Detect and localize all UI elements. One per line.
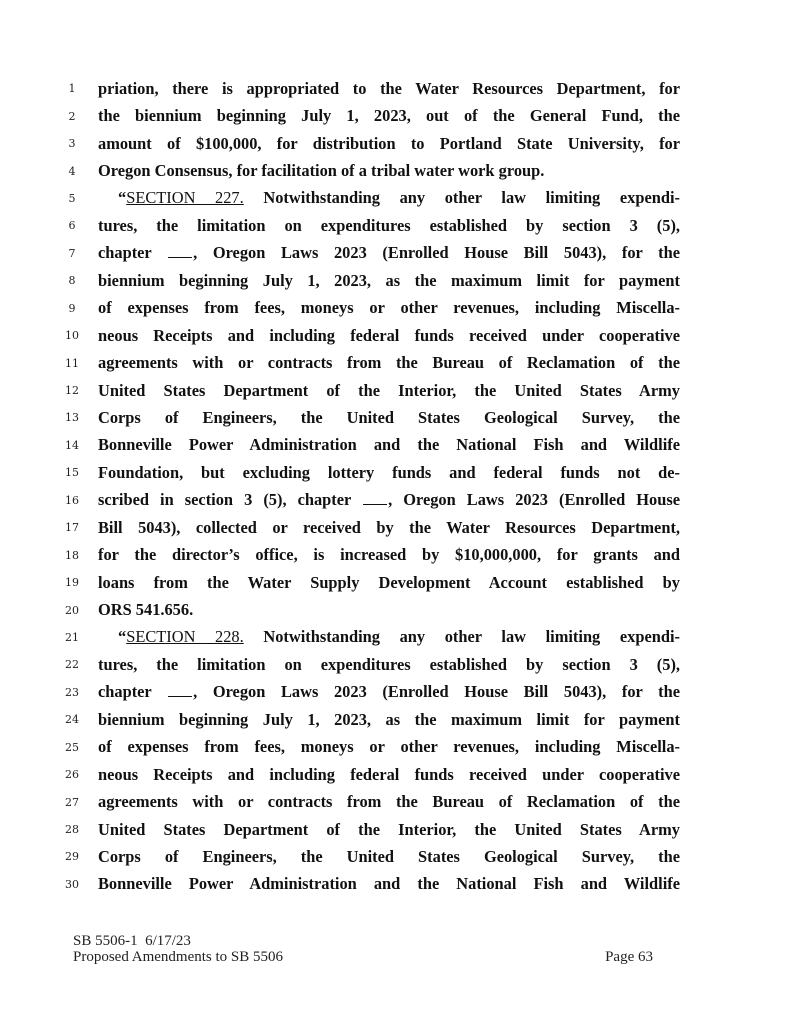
line-text-content: United States Department of the Interior, the United States Army xyxy=(98,380,680,400)
line-text-content: for the director’s office, is increased by $10,000,000, for grants and xyxy=(98,545,680,565)
line-text-content: Notwithstanding any other law limiting expendi- xyxy=(243,627,680,647)
line-text-content: Corps of Engineers, the United States Geological Survey, the xyxy=(98,846,680,866)
line-text-content: priation, there is appropriated to the Water Resources Department, for xyxy=(98,78,680,98)
line-text xyxy=(98,792,680,812)
footer-page-number: Page 63 xyxy=(605,949,653,965)
line-text xyxy=(98,381,680,401)
document-line xyxy=(60,596,680,623)
document-line xyxy=(60,130,680,157)
line-text xyxy=(98,710,680,730)
document-line xyxy=(60,788,680,815)
line-text xyxy=(98,271,680,291)
line-text xyxy=(98,847,680,867)
line-number: 21 xyxy=(65,630,79,644)
document-line xyxy=(60,541,680,568)
line-number: 9 xyxy=(68,301,76,315)
open-quote: “ xyxy=(118,627,127,647)
line-number: 26 xyxy=(65,768,79,782)
document-line xyxy=(60,734,680,761)
line-number: 20 xyxy=(65,603,79,617)
document-line xyxy=(60,871,680,898)
line-number: 23 xyxy=(65,685,79,699)
line-text-content: ORS 541.656. xyxy=(98,600,194,620)
line-number: 7 xyxy=(68,246,76,260)
line-text-content: biennium beginning July 1, 2023, as the maximum limit for payment xyxy=(98,270,680,290)
document-line xyxy=(60,295,680,322)
line-number: 28 xyxy=(65,823,79,837)
chapter-number-blank xyxy=(363,503,387,505)
line-text-prefix: chapter xyxy=(98,243,168,263)
document-line xyxy=(60,432,680,459)
line-text-prefix: scribed in section 3 (5), chapter xyxy=(98,490,363,510)
section-heading: SECTION 228. xyxy=(126,627,244,647)
document-line xyxy=(60,212,680,239)
line-number: 27 xyxy=(65,795,79,809)
line-text-content: loans from the Water Supply Development Account established by xyxy=(98,572,680,592)
line-text-content: , Oregon Laws 2023 (Enrolled House Bill 5043), for the xyxy=(193,682,680,702)
document-line xyxy=(60,843,680,870)
chapter-number-blank xyxy=(168,695,192,697)
line-text-content: Bonneville Power Administration and the National Fish and Wildlife xyxy=(98,874,680,894)
document-line xyxy=(60,377,680,404)
line-text xyxy=(98,627,680,647)
line-text xyxy=(98,134,680,154)
line-number: 18 xyxy=(65,548,79,562)
line-text-content: , Oregon Laws 2023 (Enrolled House Bill 5043), for the xyxy=(193,243,680,263)
line-text-content: of expenses from fees, moneys or other revenues, including Miscella- xyxy=(98,737,680,757)
document-line xyxy=(60,404,680,431)
document-line xyxy=(60,240,680,267)
line-text xyxy=(98,545,680,565)
line-text xyxy=(98,216,680,236)
line-number: 5 xyxy=(68,191,76,205)
footer-bill-id: SB 5506-1 xyxy=(73,933,138,949)
line-text xyxy=(98,106,680,126)
line-number: 13 xyxy=(65,411,79,425)
document-line xyxy=(60,706,680,733)
line-number: 4 xyxy=(68,164,76,178)
document-line xyxy=(60,569,680,596)
section-heading: SECTION 227. xyxy=(126,188,244,208)
line-number: 3 xyxy=(68,137,76,151)
line-text xyxy=(98,573,680,593)
line-number: 19 xyxy=(65,576,79,590)
page-footer xyxy=(73,933,653,965)
document-line xyxy=(60,267,680,294)
line-number: 22 xyxy=(65,658,79,672)
line-number: 15 xyxy=(65,466,79,480)
line-text-content: neous Receipts and including federal funds received under cooperative xyxy=(98,764,680,784)
line-number: 8 xyxy=(68,274,76,288)
line-number: 2 xyxy=(68,109,76,123)
line-text-content: , Oregon Laws 2023 (Enrolled House xyxy=(388,490,680,510)
document-line xyxy=(60,651,680,678)
line-text xyxy=(98,408,680,428)
document-line xyxy=(60,487,680,514)
document-line xyxy=(60,322,680,349)
line-text-content: Oregon Consensus, for facilitation of a tribal water work group. xyxy=(98,161,545,181)
document-line xyxy=(60,624,680,651)
line-text xyxy=(98,765,680,785)
line-text xyxy=(98,243,680,263)
line-text-content: Bonneville Power Administration and the National Fish and Wildlife xyxy=(98,435,680,455)
footer-bill-info xyxy=(73,933,191,949)
line-number: 30 xyxy=(65,877,79,891)
line-text xyxy=(98,161,680,181)
footer-title: Proposed Amendments to SB 5506 xyxy=(73,949,284,965)
line-text-content: Notwithstanding any other law limiting expendi- xyxy=(243,188,680,208)
line-text xyxy=(98,518,680,538)
document-line xyxy=(60,75,680,102)
line-text xyxy=(98,435,680,455)
document-line xyxy=(60,459,680,486)
document-body xyxy=(60,75,680,898)
chapter-number-blank xyxy=(168,256,192,258)
line-text xyxy=(98,820,680,840)
line-text xyxy=(98,188,680,208)
line-text xyxy=(98,655,680,675)
document-line xyxy=(60,102,680,129)
line-number: 14 xyxy=(65,438,79,452)
line-text xyxy=(98,353,680,373)
line-number: 25 xyxy=(65,740,79,754)
document-line xyxy=(60,514,680,541)
document-line xyxy=(60,761,680,788)
line-text xyxy=(98,600,680,620)
line-number: 1 xyxy=(68,82,76,96)
line-number: 6 xyxy=(68,219,76,233)
line-text xyxy=(98,298,680,318)
line-text-content: Foundation, but excluding lottery funds and federal funds not de- xyxy=(98,462,680,482)
line-text xyxy=(98,490,680,510)
line-text-content: Corps of Engineers, the United States Geological Survey, the xyxy=(98,407,680,427)
line-text-content: neous Receipts and including federal funds received under cooperative xyxy=(98,325,680,345)
line-number: 29 xyxy=(65,850,79,864)
open-quote: “ xyxy=(118,188,127,208)
line-number: 10 xyxy=(65,329,79,343)
line-number: 24 xyxy=(65,713,79,727)
line-text-content: of expenses from fees, moneys or other revenues, including Miscella- xyxy=(98,298,680,318)
line-text-content: Bill 5043), collected or received by the Water Resources Department, xyxy=(98,517,680,537)
line-text-prefix: chapter xyxy=(98,682,168,702)
footer-date: 6/17/23 xyxy=(145,933,191,949)
line-text xyxy=(98,874,680,894)
line-text xyxy=(98,79,680,99)
document-line xyxy=(60,349,680,376)
document-line xyxy=(60,185,680,212)
line-text-content: biennium beginning July 1, 2023, as the maximum limit for payment xyxy=(98,709,680,729)
line-number: 11 xyxy=(65,356,79,370)
line-text xyxy=(98,326,680,346)
line-text-content: amount of $100,000, for distribution to Portland State University, for xyxy=(98,133,680,153)
line-number: 16 xyxy=(65,493,79,507)
line-text-content: agreements with or contracts from the Bureau of Reclamation of the xyxy=(98,353,680,373)
line-text-content: agreements with or contracts from the Bureau of Reclamation of the xyxy=(98,792,680,812)
line-text xyxy=(98,682,680,702)
line-text xyxy=(98,737,680,757)
line-text-content: tures, the limitation on expenditures established by section 3 (5), xyxy=(98,215,680,235)
document-line xyxy=(60,816,680,843)
document-line xyxy=(60,157,680,184)
line-number: 17 xyxy=(65,521,79,535)
line-text-content: the biennium beginning July 1, 2023, out of the General Fund, the xyxy=(98,106,680,126)
line-text-content: tures, the limitation on expenditures established by section 3 (5), xyxy=(98,654,680,674)
line-number: 12 xyxy=(65,384,79,398)
line-text xyxy=(98,463,680,483)
line-text-content: United States Department of the Interior, the United States Army xyxy=(98,819,680,839)
document-line xyxy=(60,679,680,706)
